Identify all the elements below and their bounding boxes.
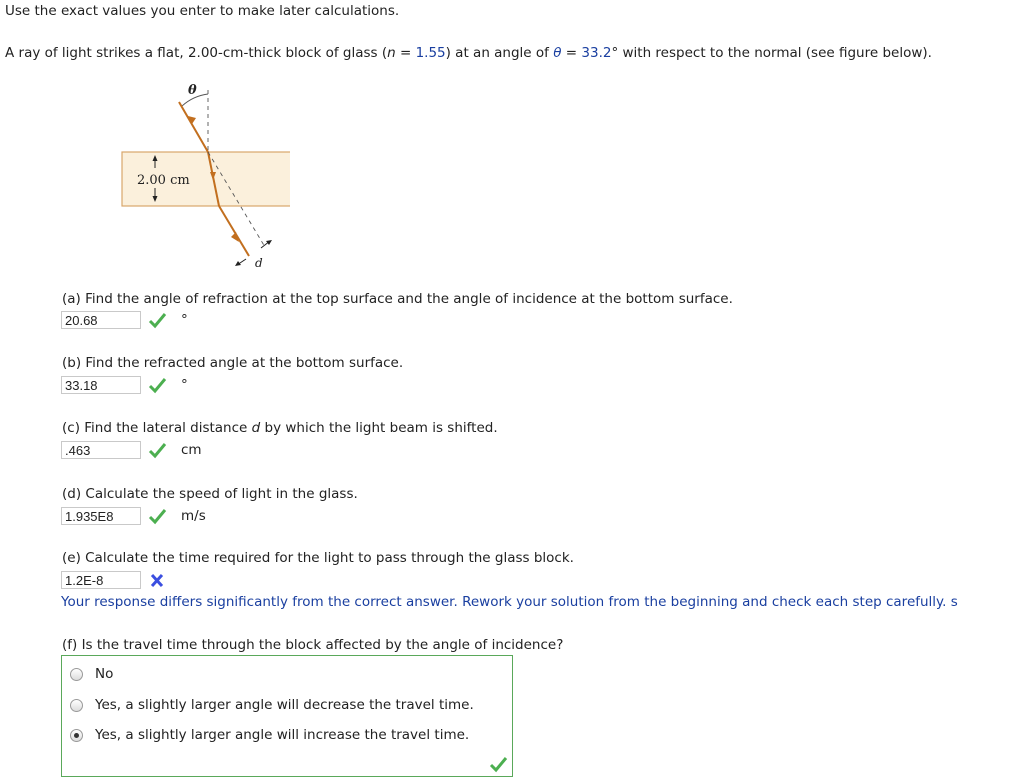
question-f-label: (f) Is the travel time through the block affected by the angle of incidence? — [62, 637, 564, 653]
answer-e-feedback: Your response differs significantly from the correct answer. Rework your solution from the beginning and check each step carefully. s — [61, 594, 958, 610]
correct-check-icon — [488, 755, 508, 773]
radio-increase[interactable] — [70, 729, 83, 742]
glass-block-figure — [115, 80, 290, 275]
answer-row-e — [61, 570, 167, 590]
question-d-label: (d) Calculate the speed of light in the glass. — [62, 486, 358, 502]
question-a-label: (a) Find the angle of refraction at the top surface and the angle of incidence at the bottom surface. — [62, 291, 733, 307]
answer-row-b — [61, 375, 188, 395]
answer-row-d — [61, 506, 206, 526]
answer-row-a — [61, 310, 188, 330]
question-c-text-2: by which the light beam is shifted. — [260, 420, 498, 436]
correct-check-icon — [147, 311, 167, 329]
option-no[interactable] — [70, 666, 113, 682]
problem-statement — [5, 45, 932, 61]
theta-label: θ — [188, 83, 197, 98]
theta-symbol: θ — [553, 45, 562, 61]
correct-check-icon — [147, 441, 167, 459]
instruction-text: Use the exact values you enter to make later calculations. — [5, 3, 400, 19]
option-decrease-label: Yes, a slightly larger angle will decrease the travel time. — [95, 697, 474, 713]
option-decrease[interactable] — [70, 697, 474, 713]
incident-ray — [179, 102, 208, 152]
answer-d-unit: m/s — [181, 508, 206, 524]
correct-check-icon — [147, 376, 167, 394]
option-increase-label: Yes, a slightly larger angle will increase the travel time. — [95, 727, 470, 743]
question-c-label — [62, 420, 498, 436]
answer-d-input[interactable]: 1.935E8 — [61, 507, 141, 525]
question-c-text-1: (c) Find the lateral distance — [62, 420, 252, 436]
question-f-options — [61, 655, 513, 777]
answer-b-unit: ° — [181, 377, 188, 393]
answer-a-unit: ° — [181, 312, 188, 328]
answer-e-input[interactable]: 1.2E-8 — [61, 571, 141, 589]
problem-text-5: ° with respect to the normal (see figure below). — [611, 45, 932, 61]
answer-c-input[interactable]: .463 — [61, 441, 141, 459]
question-b-label: (b) Find the refracted angle at the bottom surface. — [62, 355, 404, 371]
answer-c-unit: cm — [181, 442, 202, 458]
thickness-label: 2.00 cm — [137, 173, 190, 188]
d-arrowhead-right — [266, 240, 272, 245]
problem-text-1: A ray of light strikes a flat, 2.00-cm-thick block of glass ( — [5, 45, 388, 61]
n-value: 1.55 — [415, 45, 446, 61]
problem-text-3: ) at an angle of — [445, 45, 554, 61]
theta-value: 33.2 — [581, 45, 612, 61]
incorrect-x-icon — [147, 571, 167, 589]
option-increase[interactable] — [70, 727, 469, 743]
answer-a-input[interactable]: 20.68 — [61, 311, 141, 329]
correct-check-icon — [147, 507, 167, 525]
answer-row-c — [61, 440, 202, 460]
option-no-label: No — [95, 666, 114, 682]
problem-text-4: = — [561, 45, 582, 61]
problem-text-2: = — [395, 45, 416, 61]
n-symbol: n — [387, 45, 396, 61]
radio-decrease[interactable] — [70, 699, 83, 712]
question-c-var: d — [251, 420, 261, 436]
radio-no[interactable] — [70, 668, 83, 681]
question-e-label: (e) Calculate the time required for the light to pass through the glass block. — [62, 550, 574, 566]
d-label: d — [255, 256, 263, 270]
answer-b-input[interactable]: 33.18 — [61, 376, 141, 394]
emergent-ray — [219, 206, 249, 256]
